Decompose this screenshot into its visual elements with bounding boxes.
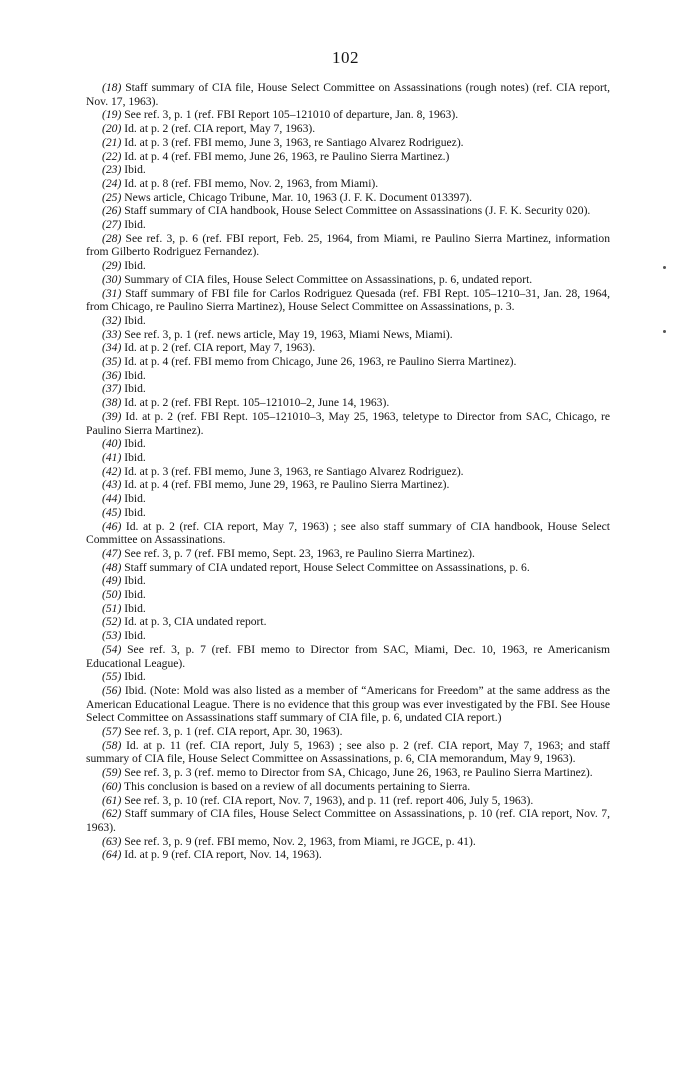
endnote-text: Staff summary of CIA undated report, House Select Committee on Assassinations, p. 6. [121,560,530,574]
endnote-text: Ibid. [121,368,146,382]
endnote [86,794,610,808]
endnote-number: (35) [102,355,122,369]
endnote-text: Ibid. [121,259,146,273]
endnote-text: Ibid. [121,218,146,232]
endnote-number: (39) [102,409,122,423]
endnote-number: (42) [102,464,122,478]
endnote [86,602,610,616]
endnote-text: Id. at p. 2 (ref. FBI Rept. 105–121010–2, June 14, 1963). [121,396,390,410]
endnote-number: (41) [102,450,122,464]
endnote [86,848,610,862]
endnote-number: (25) [102,190,122,204]
endnote-text: Ibid. [121,492,146,506]
endnote-number: (23) [102,163,122,177]
endnote-number: (40) [102,437,122,451]
endnote-number: (18) [102,81,122,94]
endnote-text: Ibid. [121,437,146,451]
endnote [86,561,610,575]
endnote-number: (31) [102,286,122,300]
endnote-number: (57) [102,725,122,739]
endnote-number: (59) [102,766,122,780]
endnote [86,835,610,849]
endnote-number: (54) [102,642,122,656]
endnote-text: Id. at p. 4 (ref. FBI memo from Chicago, June 26, 1963, re Paulino Sierra Martinez). [121,355,517,369]
endnote-number: (33) [102,327,122,341]
endnote-text: Summary of CIA files, House Select Committee on Assassinations, p. 6, undated report. [121,272,533,286]
endnote [86,437,610,451]
endnote-text: See ref. 3, p. 10 (ref. CIA report, Nov. 7, 1963), and p. 11 (ref. report 406, July 5, 1963). [121,793,534,807]
endnote [86,643,610,670]
endnote-text: Ibid. (Note: Mold was also listed as a member of “Americans for Freedom” at the same address as the American Educational League. There is no evidence that this group was ever investigated by the FBI. See House Select Committee on Assassinations staff summary of CIA file, p. 6, undated CIA report.) [86,683,610,725]
endnote-number: (34) [102,341,122,355]
endnote [86,574,610,588]
endnote-number: (38) [102,396,122,410]
endnote [86,122,610,136]
endnote-number: (28) [102,231,122,245]
endnote-number: (56) [102,683,122,697]
endnote-text: Id. at p. 4 (ref. FBI memo, June 29, 1963, re Paulino Sierra Martinez). [121,478,450,492]
endnote [86,369,610,383]
endnote [86,150,610,164]
endnote-number: (37) [102,382,122,396]
endnote-number: (62) [102,807,122,821]
endnote-text: Id. at p. 2 (ref. CIA report, May 7, 1963) ; see also staff summary of CIA handbook, House Select Committee on Assassinations. [86,519,610,547]
endnote-text: News article, Chicago Tribune, Mar. 10, 1963 (J. F. K. Document 013397). [121,190,473,204]
endnote-text: See ref. 3, p. 7 (ref. FBI memo to Director from SAC, Miami, Dec. 10, 1963, re Americanism Educational League). [86,642,610,670]
endnote-number: (48) [102,560,122,574]
endnote-number: (27) [102,218,122,232]
endnote-text: Staff summary of FBI file for Carlos Rodriguez Quesada (ref. FBI Rept. 105–1210–31, Jan. 28, 1964, from Chicago, re Paulino Sierra Martinez), House Select Committee on Assassinations, p. 3. [86,286,610,314]
endnote-text: Ibid. [121,601,146,615]
endnote-text: Ibid. [121,450,146,464]
endnote [86,191,610,205]
endnote [86,382,610,396]
endnote-number: (22) [102,149,122,163]
endnote [86,341,610,355]
endnote [86,410,610,437]
endnote-number: (53) [102,629,122,643]
endnote-text: See ref. 3, p. 3 (ref. memo to Director from SA, Chicago, June 26, 1963, re Paulino Sierra Martinez). [121,766,593,780]
endnote-text: Ibid. [121,382,146,396]
endnote-number: (52) [102,615,122,629]
endnote [86,81,610,108]
page-number: 102 [332,48,359,67]
endnote-number: (46) [102,519,122,533]
endnote [86,807,610,834]
endnote-text: See ref. 3, p. 1 (ref. FBI Report 105–121010 of departure, Jan. 8, 1963). [121,108,459,122]
endnote-number: (60) [102,779,122,793]
endnote [86,670,610,684]
endnote [86,780,610,794]
endnote-text: Staff summary of CIA file, House Select Committee on Assassinations (rough notes) (ref. CIA report, Nov. 17, 1963). [86,81,610,108]
endnote [86,218,610,232]
endnote-text: Id. at p. 2 (ref. FBI Rept. 105–121010–3, May 25, 1963, teletype to Director from SAC, Chicago, re Paulino Sierra Martinez). [86,409,610,437]
endnote [86,163,610,177]
endnote [86,273,610,287]
endnote-number: (43) [102,478,122,492]
endnote-number: (58) [102,738,122,752]
endnote [86,725,610,739]
margin-mark [663,330,666,333]
endnote-number: (26) [102,204,122,218]
margin-mark [663,266,666,269]
endnote [86,766,610,780]
endnote-text: Staff summary of CIA files, House Select Committee on Assassinations, p. 10 (ref. CIA report, Nov. 7, 1963). [86,807,610,834]
endnote-text: Ibid. [121,588,146,602]
endnote-number: (21) [102,135,122,149]
endnote [86,547,610,561]
endnote [86,739,610,766]
endnote-number: (24) [102,176,122,190]
endnote-number: (47) [102,546,122,560]
endnote-number: (45) [102,505,122,519]
endnote-number: (30) [102,272,122,286]
endnote-text: Id. at p. 4 (ref. FBI memo, June 26, 1963, re Paulino Sierra Martinez.) [121,149,450,163]
endnote-number: (50) [102,588,122,602]
endnote [86,684,610,725]
endnote [86,259,610,273]
endnote-text: Id. at p. 3 (ref. FBI memo, June 3, 1963, re Santiago Alvarez Rodriguez). [121,135,464,149]
endnote-text: Id. at p. 8 (ref. FBI memo, Nov. 2, 1963, from Miami). [121,176,379,190]
endnote-text: Ibid. [121,505,146,519]
endnote-number: (19) [102,108,122,122]
endnote-text: This conclusion is based on a review of all documents pertaining to Sierra. [121,779,471,793]
endnote [86,108,610,122]
endnote-number: (29) [102,259,122,273]
endnote-text: Id. at p. 2 (ref. CIA report, May 7, 1963). [121,122,316,136]
endnote-number: (36) [102,368,122,382]
endnote-text: Id. at p. 3, CIA undated report. [121,615,267,629]
endnote-number: (20) [102,122,122,136]
endnote-text: Id. at p. 3 (ref. FBI memo, June 3, 1963, re Santiago Alvarez Rodriguez). [121,464,464,478]
endnote [86,615,610,629]
endnote-text: Ibid. [121,163,146,177]
endnote-text: See ref. 3, p. 7 (ref. FBI memo, Sept. 23, 1963, re Paulino Sierra Martinez). [121,546,475,560]
endnote-text: Staff summary of CIA handbook, House Select Committee on Assassinations (J. F. K. Security 020). [121,204,591,218]
endnote [86,355,610,369]
endnote [86,177,610,191]
endnote-number: (61) [102,793,122,807]
endnote-number: (63) [102,834,122,848]
endnote [86,451,610,465]
endnote [86,232,610,259]
endnote-text: See ref. 3, p. 1 (ref. CIA report, Apr. 30, 1963). [121,725,343,739]
endnote-number: (32) [102,313,122,327]
endnote [86,287,610,314]
endnote [86,478,610,492]
endnote [86,506,610,520]
endnote-number: (64) [102,848,122,862]
endnote-text: See ref. 3, p. 6 (ref. FBI report, Feb. 25, 1964, from Miami, re Paulino Sierra Martinez, information from Gilberto Rodriguez Fernandez). [86,231,610,259]
endnote-text: Ibid. [121,313,146,327]
endnote [86,588,610,602]
endnote-text: Ibid. [121,670,146,684]
endnote [86,314,610,328]
endnote-text: Id. at p. 11 (ref. CIA report, July 5, 1963) ; see also p. 2 (ref. CIA report, May 7, 1963; and staff summary of CIA file, House Select Committee on Assassinations, p. 6, CIA memorandum, May 9, 1963). [86,738,610,766]
endnote-number: (44) [102,492,122,506]
endnote-text: Id. at p. 9 (ref. CIA report, Nov. 14, 1963). [121,848,322,862]
endnote [86,492,610,506]
endnote [86,396,610,410]
endnote [86,204,610,218]
endnote [86,465,610,479]
endnotes-list [86,81,610,862]
endnote-text: See ref. 3, p. 1 (ref. news article, May 19, 1963, Miami News, Miami). [121,327,453,341]
endnote [86,136,610,150]
endnote-text: See ref. 3, p. 9 (ref. FBI memo, Nov. 2, 1963, from Miami, re JGCE, p. 41). [121,834,476,848]
endnote [86,328,610,342]
endnote-number: (55) [102,670,122,684]
endnote-number: (51) [102,601,122,615]
endnote-text: Ibid. [121,574,146,588]
endnote [86,520,610,547]
endnote-number: (49) [102,574,122,588]
endnote-text: Ibid. [121,629,146,643]
endnote [86,629,610,643]
endnote-text: Id. at p. 2 (ref. CIA report, May 7, 1963). [121,341,316,355]
